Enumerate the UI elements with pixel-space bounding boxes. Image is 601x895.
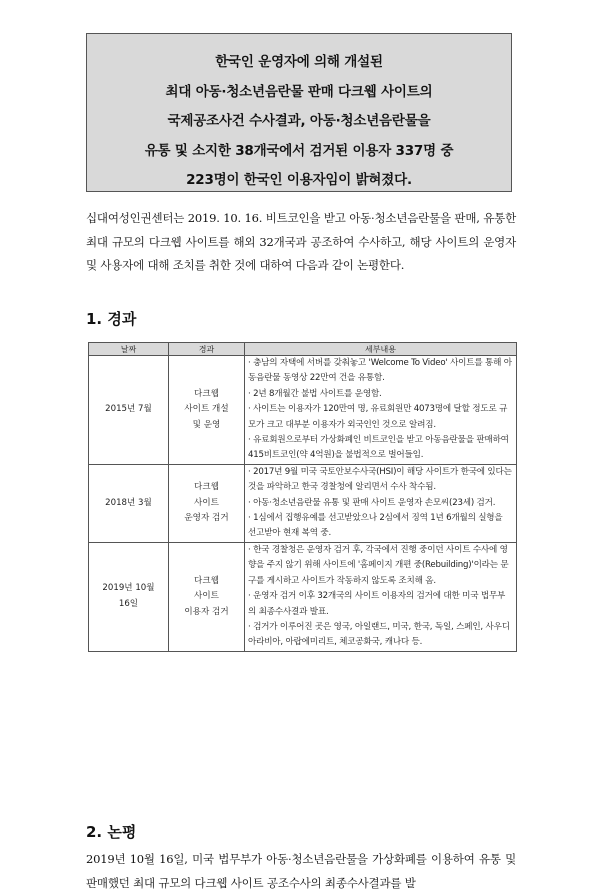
detail-bullet: · 검거가 이루어진 곳은 영국, 아일랜드, 미국, 한국, 독일, 스페인, 사우디아라비아, 아랍에미리트, 체코공화국, 캐나다 등. [248,620,513,651]
table-row [89,356,517,465]
intro-paragraph: 십대여성인권센터는 2019. 10. 16. 비트코인을 받고 아동·청소년음란물을 판매, 유통한 최대 규모의 다크웹 사이트를 해외 32개국과 공조하여 수사하고, 해당 사이트의 운영자 및 사용자에 대해 조치를 취한 것에 대하여 다음과 같이 논평한다. [86,211,516,272]
detail-bullet: · 2017년 9월 미국 국토안보수사국(HSI)이 해당 사이트가 한국에 있다는 것을 파악하고 한국 경찰청에 알리면서 수사 착수됨. [248,465,513,496]
date-text: 16일 [118,598,139,609]
headline-box [86,33,512,192]
date-cell [89,542,169,651]
stage-text: 다크웹 [194,482,219,493]
column-header-date: 날짜 [89,343,169,356]
stage-text: 다크웹 [194,388,219,399]
detail-bullet: · 유료회원으로부터 가상화폐인 비트코인을 받고 아동음란물을 판매하여 415비트코인(약 4억원)을 불법적으로 벌어들임. [248,433,513,464]
detail-bullet: · 충남의 자택에 서버를 갖춰놓고 'Welcome To Video' 사이트를 통해 아동음란물 동영상 22만여 건을 유통함. [248,356,513,387]
column-header-details: 세부내용 [245,343,517,356]
date-text: 2018년 3월 [105,497,152,508]
details-cell [245,542,517,651]
stage-text: 사이트 개설 [184,404,229,415]
detail-bullet: · 한국 경찰청은 운영자 검거 후, 각국에서 진행 중이던 사이트 수사에 영향을 주지 않기 위해 사이트에 '홈페이지 개편 중(Rebuilding)'이라는 문구를 게시하고 사이트가 작동하지 않도록 조치해 옴. [248,543,513,589]
table-row [89,464,517,542]
date-text: 2019년 10월 [102,583,155,594]
table-row [89,542,517,651]
section-title-commentary: 2. 논평 [86,823,137,841]
section-title-progress: 1. 경과 [86,310,137,328]
date-cell [89,464,169,542]
details-cell [245,464,517,542]
detail-bullet: · 아동·청소년음란물 유통 및 판매 사이트 운영자 손모씨(23세) 검거. [248,496,513,511]
headline-line: 유통 및 소지한 38개국에서 검거된 이용자 337명 중 [144,142,454,159]
headline-line: 최대 아동·청소년음란물 판매 다크웹 사이트의 [165,83,433,100]
headline-line: 223명이 한국인 이용자임이 밝혀졌다. [186,172,412,188]
table-header-row [89,343,517,356]
detail-bullet: · 2년 8개월간 불법 사이트를 운영함. [248,387,513,402]
stage-text: 사이트 [194,497,219,508]
detail-bullet: · 사이트는 이용자가 120만여 명, 유료회원만 4073명에 달할 정도로 규모가 크고 대부분 이용자가 외국인인 것으로 알려짐. [248,402,513,433]
stage-text: 다크웹 [194,575,219,586]
stage-text: 운영자 검거 [184,513,229,524]
detail-bullet: · 1심에서 집행유예를 선고받았으나 2심에서 징역 1년 6개월의 실형을 선고받아 현재 복역 중. [248,511,513,542]
stage-text: 이용자 검거 [184,606,229,617]
commentary-paragraph: 2019년 10월 16일, 미국 법무부가 아동·청소년음란물을 가상화폐를 이용하여 유통 및 판매했던 최대 규모의 다크웹 사이트 공조수사의 최종수사결과를 발 [86,852,516,890]
stage-cell [169,542,245,651]
date-text: 2015년 7월 [105,404,152,415]
stage-text: 및 운영 [192,419,221,430]
headline-line: 국제공조사건 수사결과, 아동·청소년음란물을 [167,113,431,129]
timeline-table [88,342,517,652]
stage-cell [169,464,245,542]
headline-line: 한국인 운영자에 의해 개설된 [215,54,383,70]
stage-cell [169,356,245,465]
date-cell [89,356,169,465]
stage-text: 사이트 [194,591,219,602]
detail-bullet: · 운영자 검거 이후 32개국의 사이트 이용자의 검거에 대한 미국 법무부의 최종수사결과 발표. [248,589,513,620]
column-header-stage: 경과 [169,343,245,356]
details-cell [245,356,517,465]
